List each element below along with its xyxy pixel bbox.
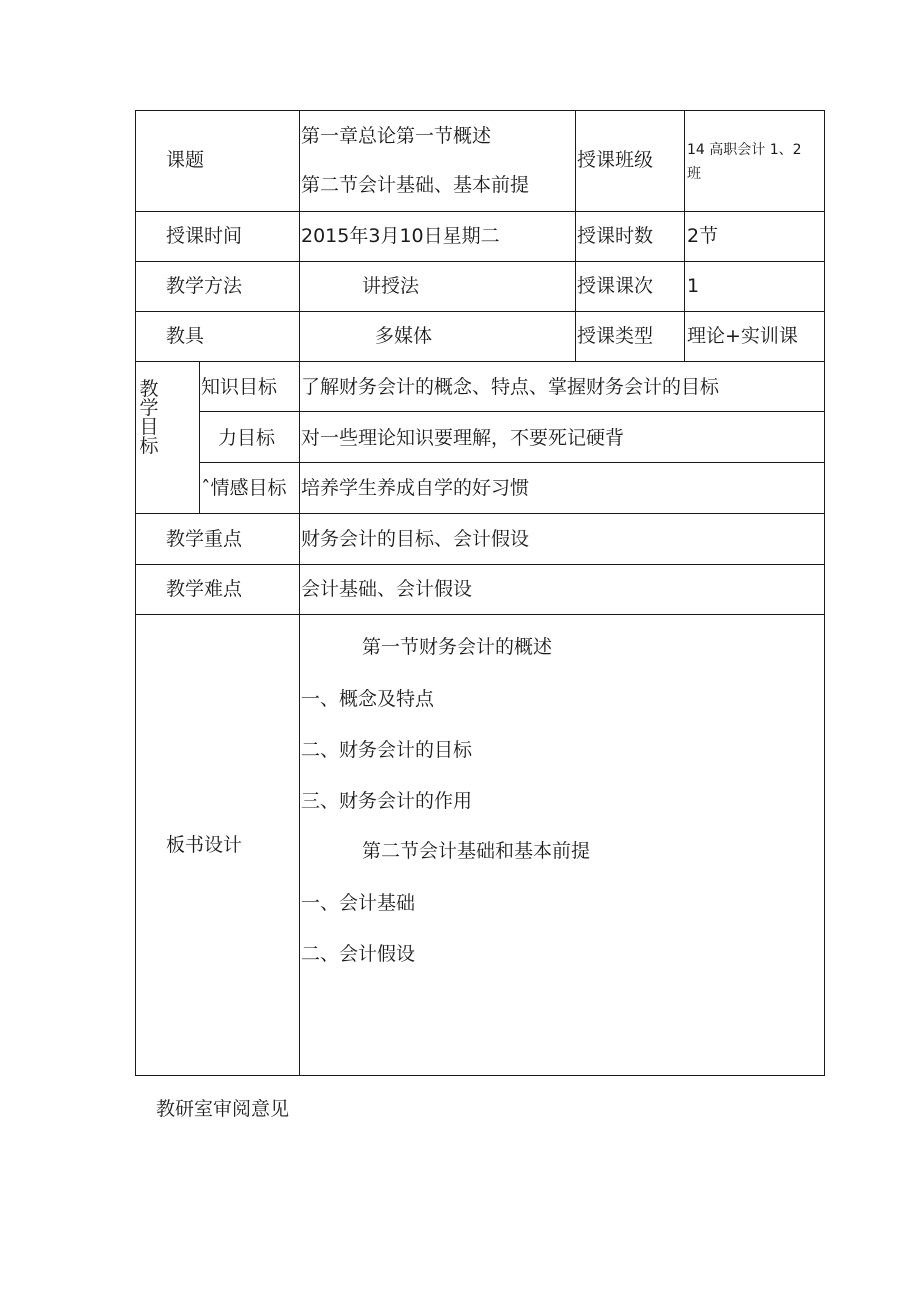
review-opinion-label: 教研室审阅意见 bbox=[156, 1098, 290, 1120]
difficulty-label: 教学难点 bbox=[166, 578, 243, 600]
topic-label: 课题 bbox=[166, 149, 205, 171]
topic-line-1: 第一章总论第一节概述 bbox=[301, 125, 492, 147]
emotion-label: ˆ情感目标 bbox=[201, 477, 287, 499]
column-divider bbox=[684, 110, 685, 362]
board-line: 第二节会计基础和基本前提 bbox=[362, 840, 591, 862]
hours-label: 授课时数 bbox=[577, 225, 654, 247]
row-divider bbox=[135, 261, 825, 262]
board-line: 二、会计假设 bbox=[301, 943, 416, 965]
row-divider bbox=[135, 513, 825, 514]
column-divider bbox=[199, 361, 200, 514]
tools-label: 教具 bbox=[166, 325, 205, 347]
board-design-label: 板书设计 bbox=[166, 834, 243, 856]
emotion-value: 培养学生养成自学的好习惯 bbox=[301, 477, 530, 499]
row-divider bbox=[135, 564, 825, 565]
time-value: 2015年3月10日星期二 bbox=[301, 225, 500, 247]
ability-value: 对一些理论知识要理解，不要死记硬背 bbox=[301, 427, 625, 449]
ability-label: 力目标 bbox=[218, 427, 276, 449]
difficulty-value: 会计基础、会计假设 bbox=[301, 578, 473, 600]
time-label: 授课时间 bbox=[166, 225, 243, 247]
goals-label: 教学目标 bbox=[139, 378, 159, 457]
board-line: 一、会计基础 bbox=[301, 892, 416, 914]
focus-label: 教学重点 bbox=[166, 528, 243, 550]
row-divider bbox=[135, 311, 825, 312]
row-divider bbox=[135, 211, 825, 212]
table-border-right bbox=[824, 110, 825, 1076]
class-label: 授课班级 bbox=[577, 149, 654, 171]
hours-value: 2节 bbox=[687, 225, 719, 247]
column-divider bbox=[299, 110, 300, 1076]
column-divider bbox=[575, 110, 576, 362]
row-divider bbox=[199, 411, 825, 412]
type-label: 授课类型 bbox=[577, 325, 654, 347]
method-value: 讲授法 bbox=[362, 275, 420, 297]
table-border-left bbox=[135, 110, 136, 1076]
session-value: 1 bbox=[687, 275, 700, 297]
board-line: 一、概念及特点 bbox=[301, 688, 435, 710]
focus-value: 财务会计的目标、会计假设 bbox=[301, 528, 530, 550]
method-label: 教学方法 bbox=[166, 275, 243, 297]
board-line: 第一节财务会计的概述 bbox=[362, 636, 553, 658]
row-divider bbox=[135, 614, 825, 615]
class-value: 14 高职会计 1、2 班 bbox=[687, 142, 802, 182]
session-label: 授课课次 bbox=[577, 275, 654, 297]
board-line: 三、财务会计的作用 bbox=[301, 790, 473, 812]
row-divider bbox=[199, 462, 825, 463]
type-value: 理论+实训课 bbox=[687, 325, 798, 347]
table-border-top bbox=[135, 110, 825, 111]
board-line: 二、财务会计的目标 bbox=[301, 739, 473, 761]
row-divider bbox=[135, 361, 825, 362]
table-border-bottom bbox=[135, 1075, 825, 1076]
knowledge-value: 了解财务会计的概念、特点、掌握财务会计的目标 bbox=[301, 376, 720, 398]
knowledge-label: 知识目标 bbox=[201, 376, 278, 398]
topic-line-2: 第二节会计基础、基本前提 bbox=[301, 174, 530, 196]
tools-value: 多媒体 bbox=[375, 325, 433, 347]
